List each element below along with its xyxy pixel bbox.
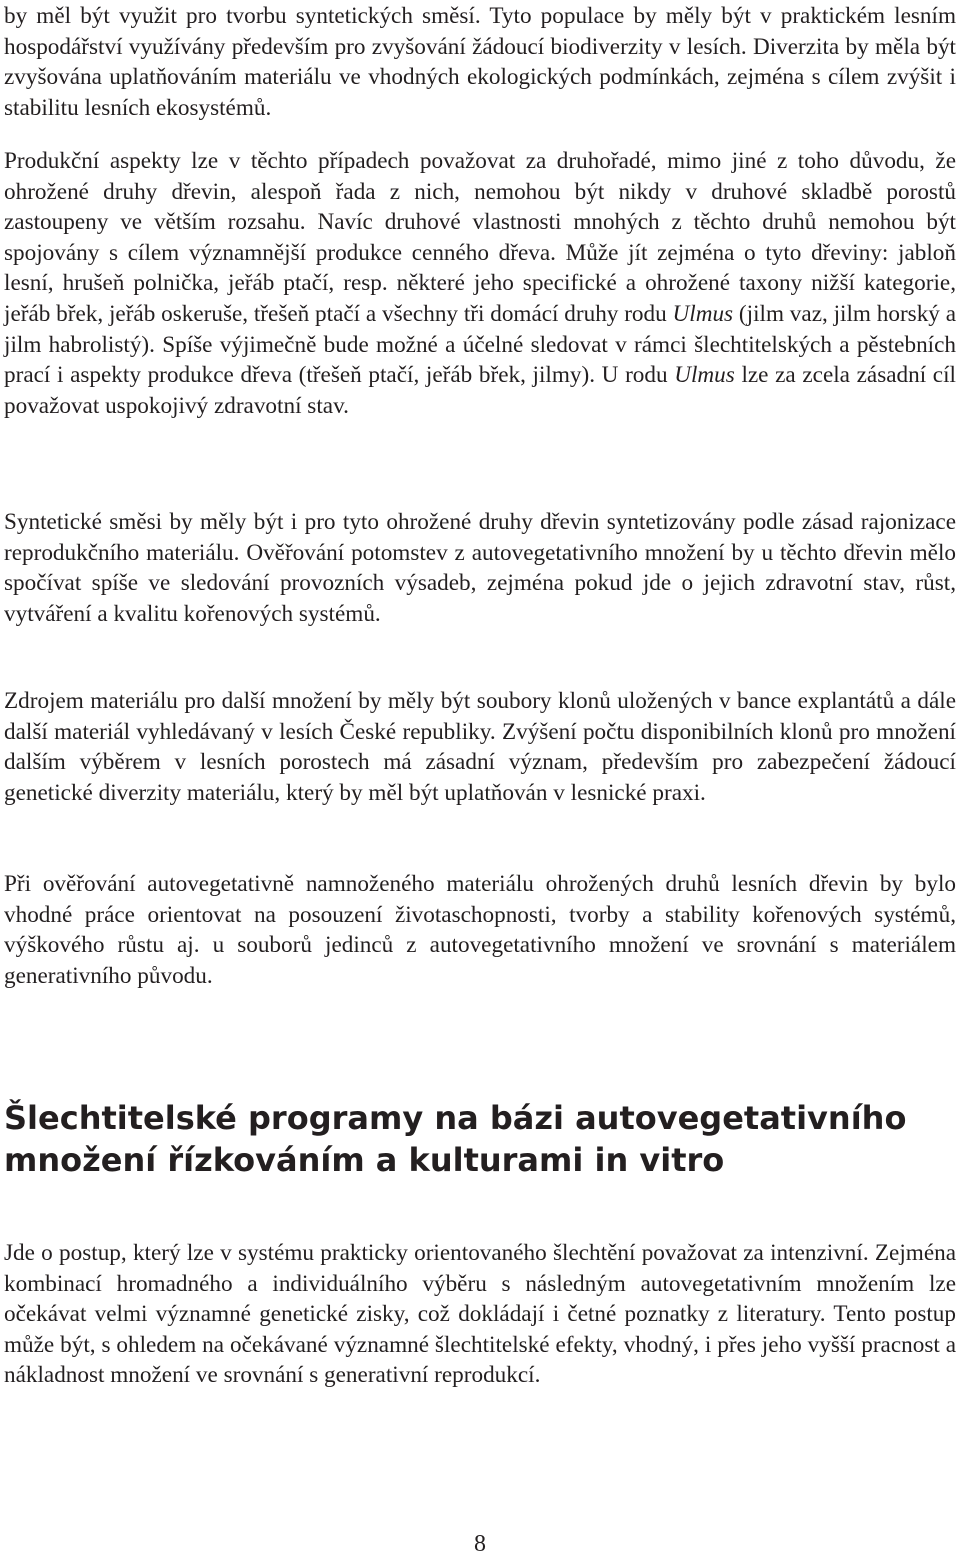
- paragraph-intensive-breeding: Jde o postup, který lze v systému prakticky orientovaného šlechtění považovat za intenzivní. Zejména kombinací hromadného a individuálního výběru s následným autovegetativním množením lze očekávat velmi významné genetické zisky, což dokládají i četné poznatky z literatury. Tento postup může být, s ohledem na očekávané významné šlechtitelské efekty, vhodný, i přes jeho vyšší pracnost a nákladnost množení ve srovnání s generativní reprodukcí.: [4, 1240, 956, 1389]
- section-heading-line-2: množení řízkováním a kulturami in vitro: [4, 1141, 725, 1179]
- genus-name-ulmus: Ulmus: [672, 300, 734, 327]
- section-heading-line-1: Šlechtitelské programy na bázi autovegetativního: [4, 1099, 907, 1137]
- paragraph-production-aspects: [4, 146, 956, 421]
- paragraph-synthetic-mixtures-intro: by měl být využit pro tvorbu syntetických směsí. Tyto populace by měly být v praktickém lesním hospodářství využívány především pro zvyšování žádoucí biodiverzity v lesích. Diverzita by měla být zvyšována uplatňováním materiálu ve vhodných ekologických podmínkách, zejména s cílem zvýšit i stabilitu lesních ekosystémů.: [4, 3, 956, 121]
- paragraph-synthetic-mixtures-zoning: Syntetické směsi by měly být i pro tyto ohrožené druhy dřevin syntetizovány podle zásad rajonizace reprodukčního materiálu. Ověřování potomstev z autovegetativního množení by u těchto dřevin mělo spočívat spíše ve sledování provozních výsadeb, zejména pokud jde o jejich zdravotní stav, růst, vytváření a kvalitu kořenových systémů.: [4, 509, 956, 627]
- page-number: 8: [474, 1531, 486, 1557]
- paragraph-verification: Při ověřování autovegetativně namnoženého materiálu ohrožených druhů lesních dřevin by bylo vhodné práce orientovat na posouzení životaschopnosti, tvorby a stability kořenových systémů, výškového růstu aj. u souborů jedinců z autovegetativního množení ve srovnání s materiálem generativního původu.: [4, 871, 956, 989]
- paragraph-text: lze za zcela zásadní cíl považovat uspokojivý zdravotní stav.: [4, 362, 956, 419]
- paragraph-material-source: Zdrojem materiálu pro další množení by měly být soubory klonů uložených v bance explantátů a dále další materiál vyhledávaný v lesích České republiky. Zvýšení počtu disponibilních klonů pro množení dalším výběrem v lesních porostech má zásadní význam, především pro zabezpečení žádoucí genetické diverzity materiálu, který by měl být uplatňován v lesnické praxi.: [4, 688, 956, 806]
- paragraph-text: Produkční aspekty lze v těchto případech považovat za druhořadé, mimo jiné z toho důvodu, že ohrožené druhy dřevin, alespoň řada z nich, nemohou být nikdy v druhové skladbě porostů zastoupeny ve větším rozsahu. Navíc druhové vlastnosti mnohých z těchto druhů nemohou být spojovány s cílem významnější produkce cenného dřeva. Může jít zejména o tyto dřeviny: jabloň lesní, hrušeň polnička, jeřáb ptačí, resp. některé jeho specifické a ohrožené taxony nižší kategorie, jeřáb břek, jeřáb oskeruše, třešeň ptačí a všechny tři domácí druhy rodu: [4, 148, 956, 327]
- genus-name-ulmus: Ulmus: [674, 362, 735, 389]
- section-heading: [4, 1097, 956, 1181]
- paragraph-text: (jilm vaz, jilm horský a jilm habrolistý). Spíše výjimečně bude možné a účelné sledovat v rámci šlechtitelských a pěstebních prací i aspekty produkce dřeva (třešeň ptačí, jeřáb břek, jilmy). U rodu: [4, 300, 956, 389]
